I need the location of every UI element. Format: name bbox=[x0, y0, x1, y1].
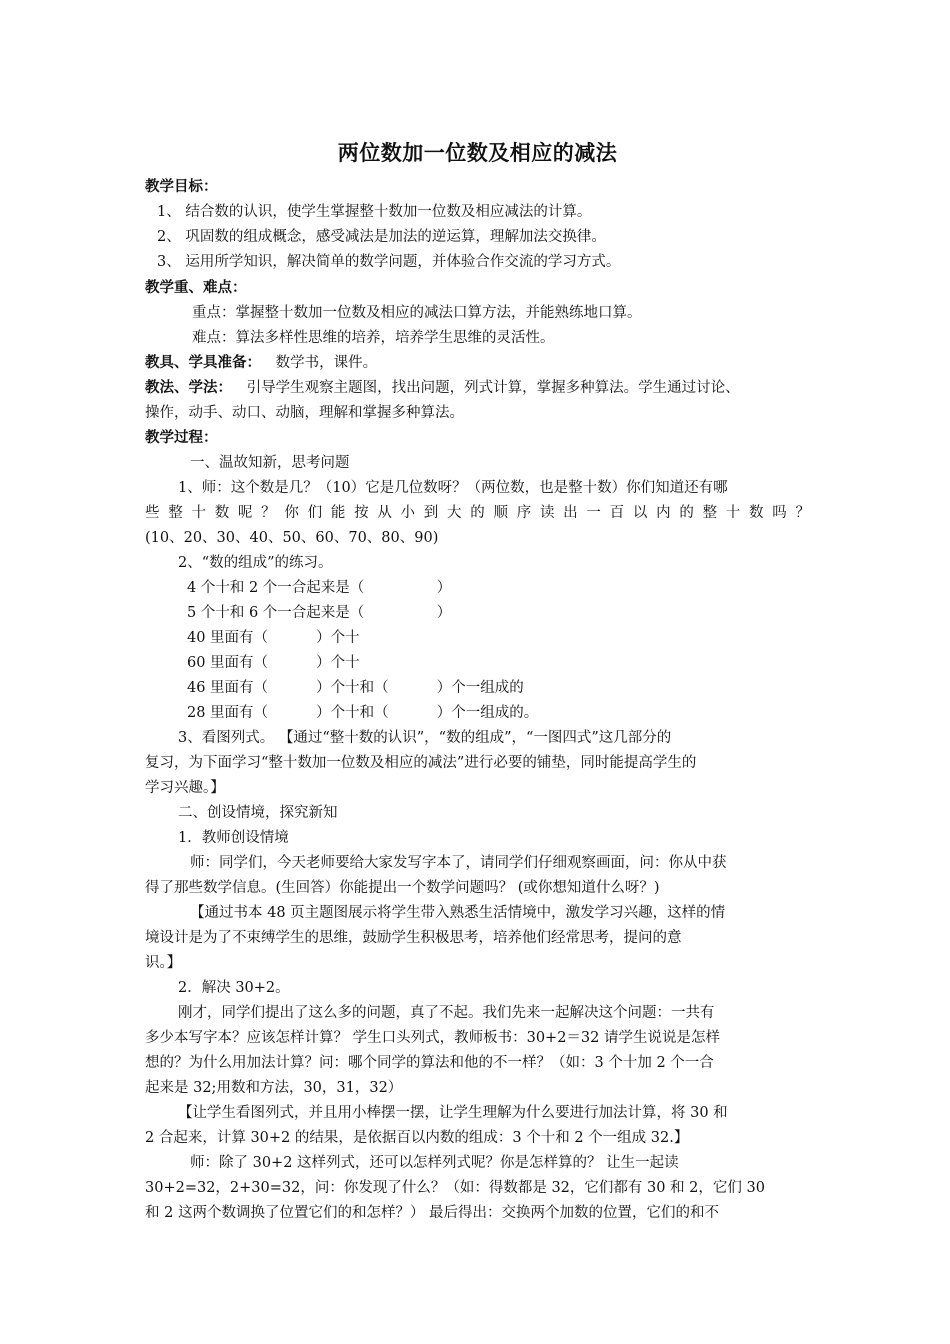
methods-line bbox=[145, 378, 740, 398]
objective-item: 1、 结合数的认识，使学生掌握整十数加一位数及相应减法的计算。 bbox=[157, 204, 592, 220]
exercise-item: 40 里面有（ ）个十 bbox=[187, 630, 360, 646]
objective-item: 2、 巩固数的组成概念，感受减法是加法的逆运算，理解加法交换律。 bbox=[157, 229, 606, 245]
paragraph-line: (10、20、30、40、50、60、70、80、90) bbox=[145, 530, 439, 546]
exercise-item: 4 个十和 2 个一合起来是（ ） bbox=[187, 580, 452, 596]
materials-heading: 教具、学具准备： bbox=[145, 355, 261, 371]
methods-text-cont: 操作，动手、动口、动脑，理解和掌握多种算法。 bbox=[145, 405, 464, 421]
paragraph-line: 师：除了 30+2 这样列式，还可以怎样列式呢？你是怎样算的？ 让生一起读 bbox=[190, 1155, 679, 1171]
section-heading: 二、创设情境，探究新知 bbox=[178, 805, 338, 821]
subsection-heading: 2．解决 30+2。 bbox=[178, 980, 290, 996]
exercise-item: 5 个十和 6 个一合起来是（ ） bbox=[187, 605, 452, 621]
exercise-item: 60 里面有（ ）个十 bbox=[187, 655, 360, 671]
key-point: 重点：掌握整十数加一位数及相应的减法口算方法，并能熟练地口算。 bbox=[192, 305, 642, 321]
difficult-point: 难点：算法多样性思维的培养，培养学生思维的灵活性。 bbox=[192, 330, 555, 346]
methods-text: 引导学生观察主题图，找出问题，列式计算，掌握多种算法。学生通过讨论、 bbox=[246, 380, 740, 396]
objective-item: 3、 运用所学知识，解决简单的数学问题，并体验合作交流的学习方式。 bbox=[157, 254, 621, 270]
paragraph-line: 30+2=32，2+30=32，问：你发现了什么？（如：得数都是 32，它们都有 30 和 2，它们 30 bbox=[145, 1180, 765, 1196]
subsection-heading: 1．教师创设情境 bbox=[178, 830, 289, 846]
note-line: 【通过书本 48 页主题图展示将学生带入熟悉生活情境中，激发学习兴趣，这样的情 bbox=[190, 905, 726, 921]
paragraph-line: 多少本写字本？应该怎样计算？ 学生口头列式，教师板书：30+2＝32 请学生说说是怎样 bbox=[145, 1030, 720, 1046]
section-heading: 一、温故知新，思考问题 bbox=[190, 455, 350, 471]
methods-heading: 教法、学法： bbox=[145, 380, 232, 396]
page-title: 两位数加一位数及相应的减法 bbox=[337, 141, 618, 165]
note-line: 识。】 bbox=[145, 955, 182, 971]
process-heading: 教学过程： bbox=[145, 430, 218, 446]
materials-text: 数学书，课件。 bbox=[275, 355, 378, 371]
paragraph-line: 起来是 32;用数和方法，30，31，32） bbox=[145, 1080, 403, 1096]
paragraph-line: 想的？为什么用加法计算？问：哪个同学的算法和他的不一样？（如：3 个十加 2 个一合 bbox=[145, 1055, 714, 1071]
paragraph-line: 刚才，同学们提出了这么多的问题，真了不起。我们先来一起解决这个问题：一共有 bbox=[178, 1005, 715, 1021]
paragraph-line: 复习，为下面学习“整十数加一位数及相应的减法”进行必要的铺垫，同时能提高学生的 bbox=[145, 755, 697, 771]
note-line: 【让学生看图列式，并且用小棒摆一摆，让学生理解为什么要进行加法计算，将 30 和 bbox=[178, 1105, 728, 1121]
materials-line bbox=[145, 353, 377, 373]
objectives-heading: 教学目标： bbox=[145, 179, 218, 195]
paragraph-line: 些 整 十 数 呢 ？ 你 们 能 按 从 小 到 大 的 顺 序 读 出 一 百 以 内 的 整 十 数 吗 ？ bbox=[145, 505, 810, 521]
paragraph-line: 和 2 这两个数调换了位置它们的和怎样？） 最后得出：交换两个加数的位置，它们的和不 bbox=[145, 1205, 720, 1221]
paragraph-line: 学习兴趣。】 bbox=[145, 780, 225, 796]
paragraph-line: 1、师：这个数是几？（10）它是几位数呀？（两位数，也是整十数）你们知道还有哪 bbox=[178, 480, 728, 496]
note-line: 2 合起来，计算 30+2 的结果，是依据百以内数的组成：3 个十和 2 个一组成 32.】 bbox=[145, 1130, 689, 1146]
exercise-item: 46 里面有（ ）个十和（ ）个一组成的 bbox=[187, 680, 524, 696]
exercise-item: 28 里面有（ ）个十和（ ）个一组成的。 bbox=[187, 705, 539, 721]
paragraph-line: 3、看图列式。 【通过“整十数的认识”，“数的组成”，“一图四式”这几部分的 bbox=[178, 730, 672, 746]
exercise-heading: 2、“数的组成”的练习。 bbox=[178, 555, 333, 571]
paragraph-line: 得了那些数学信息。(生回答）你能提出一个数学问题吗？ (或你想知道什么呀？) bbox=[145, 880, 660, 896]
paragraph-line: 师：同学们，今天老师要给大家发写字本了，请同学们仔细观察画面，问：你从中获 bbox=[190, 855, 727, 871]
note-line: 境设计是为了不束缚学生的思维，鼓励学生积极思考，培养他们经常思考，提问的意 bbox=[145, 930, 682, 946]
key-points-heading: 教学重、难点： bbox=[145, 280, 247, 296]
